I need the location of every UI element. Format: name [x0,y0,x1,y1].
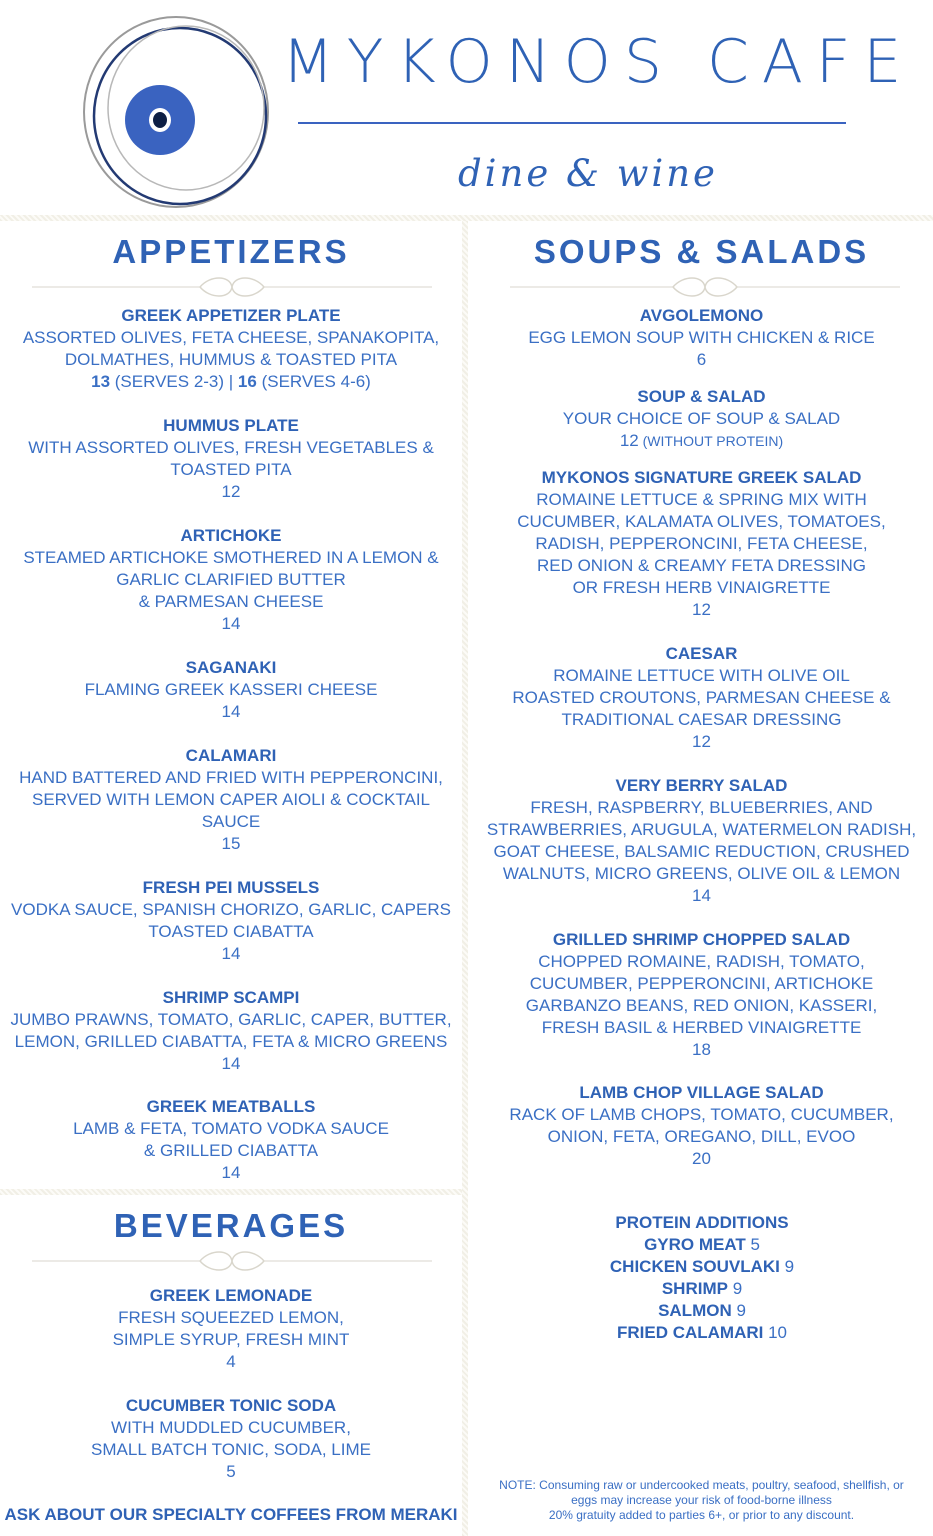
item-description: FLAMING GREEK KASSERI CHEESE [84,680,378,699]
item-description: WITH MUDDLED CUCUMBER, [111,1418,351,1437]
item-description: & PARMESAN CHEESE [138,592,324,611]
menu-item-mykonos-signature-greek-salad [470,467,933,621]
item-description: WITH ASSORTED OLIVES, FRESH VEGETABLES & [28,438,434,457]
item-description: RACK OF LAMB CHOPS, TOMATO, CUCUMBER, [509,1105,894,1124]
header-divider [298,122,846,124]
evil-eye-logo-icon [76,8,276,213]
item-description: EGG LEMON SOUP WITH CHICKEN & RICE [528,328,875,347]
item-price: 6 [696,350,707,369]
item-description: STRAWBERRIES, ARUGULA, WATERMELON RADISH, [486,820,917,839]
item-name: CUCUMBER TONIC SODA [125,1396,337,1415]
menu-item-lamb-chop-village-salad [470,1082,933,1170]
item-price: 13 (SERVES 2-3) | 16 (SERVES 4-6) [91,372,371,391]
note-line: NOTE: Consuming raw or undercooked meats, poultry, seafood, shellfish, or [499,1478,904,1492]
item-description: ROASTED CROUTONS, PARMESAN CHEESE & [512,688,891,707]
item-description: JUMBO PRAWNS, TOMATO, GARLIC, CAPER, BUTTER, [10,1010,452,1029]
item-name: CALAMARI [185,746,277,765]
item-description: STEAMED ARTICHOKE SMOTHERED IN A LEMON & [23,548,439,567]
item-description: ROMAINE LETTUCE WITH OLIVE OIL [553,666,850,685]
item-price: 14 [221,1163,241,1182]
menu-item-avgolemono [470,305,933,371]
item-name: ARTICHOKE [180,526,282,545]
menu-item-soup-and-salad [470,386,933,452]
item-price: 14 [221,944,241,963]
beverages-ornament-icon [32,1246,432,1276]
item-description: ROMAINE LETTUCE & SPRING MIX WITH [536,490,867,509]
item-name: HUMMUS PLATE [163,416,299,435]
menu-item-saganaki [0,657,462,723]
item-description: CHOPPED ROMAINE, RADISH, TOMATO, [538,952,865,971]
item-name: GREEK MEATBALLS [146,1097,316,1116]
menu-item-greek-appetizer-plate [0,305,462,393]
item-name: AVGOLEMONO [639,306,764,325]
menu-item-very-berry-salad [470,775,933,907]
menu-item-grilled-shrimp-chopped-salad [470,929,933,1061]
item-name: CAESAR [665,644,738,663]
protein-item: FRIED CALAMARI 10 [616,1323,788,1342]
item-description: GARBANZO BEANS, RED ONION, KASSERI, [525,996,878,1015]
item-description: CUCUMBER, KALAMATA OLIVES, TOMATOES, [517,512,886,531]
specialty-coffee-note: ASK ABOUT OUR SPECIALTY COFFEES FROM MERAKI [4,1505,458,1524]
item-price: 12 [692,600,711,619]
protein-additions-title: PROTEIN ADDITIONS [615,1213,789,1232]
item-price: 15 [221,834,241,853]
item-description: WALNUTS, MICRO GREENS, OLIVE OIL & LEMON [502,864,901,883]
item-price: 12 [692,732,711,751]
menu-item-greek-lemonade [0,1285,462,1373]
item-description: RED ONION & CREAMY FETA DRESSING [536,556,867,575]
item-name: FRESH PEI MUSSELS [142,878,320,897]
item-name: GRILLED SHRIMP CHOPPED SALAD [552,930,851,949]
note-line: eggs may increase your risk of food-borne illness [571,1493,832,1507]
item-name: GREEK LEMONADE [149,1286,313,1305]
item-description: SERVED WITH LEMON CAPER AIOLI & COCKTAIL [31,790,430,809]
column-divider-band [462,221,468,1536]
item-name: LAMB CHOP VILLAGE SALAD [579,1083,824,1102]
soups-salads-ornament-icon [510,272,900,302]
item-description: VODKA SAUCE, SPANISH CHORIZO, GARLIC, CAPERS [11,900,451,919]
item-description: YOUR CHOICE OF SOUP & SALAD [562,409,841,428]
soups-salads-title: SOUPS & SALADS [533,233,870,270]
item-price: 20 [692,1149,711,1168]
item-name: SHRIMP SCAMPI [162,988,300,1007]
item-description: & GRILLED CIABATTA [143,1141,319,1160]
menu-header [0,0,933,215]
tagline: dine & wine [458,152,718,195]
item-description: TRADITIONAL CAESAR DRESSING [561,710,842,729]
item-price: 5 [226,1462,236,1481]
item-price: 12 [221,482,241,501]
item-price: 4 [226,1352,236,1371]
item-description: GOAT CHEESE, BALSAMIC REDUCTION, CRUSHED [493,842,910,861]
item-price: 12 (WITHOUT PROTEIN) [619,431,784,450]
item-description: ONION, FETA, OREGANO, DILL, EVOO [547,1127,856,1146]
item-description: LEMON, GRILLED CIABATTA, FETA & MICRO GREENS [14,1032,448,1051]
note-line: 20% gratuity added to parties 6+, or prior to any discount. [548,1508,855,1522]
item-description: HAND BATTERED AND FRIED WITH PEPPERONCINI, [19,768,443,787]
item-description: FRESH, RASPBERRY, BLUEBERRIES, AND [530,798,873,817]
appetizers-ornament-icon [32,272,432,302]
protein-item: GYRO MEAT 5 [644,1235,760,1254]
item-description: DOLMATHES, HUMMUS & TOASTED PITA [64,350,398,369]
item-name: VERY BERRY SALAD [615,776,788,795]
item-description: SIMPLE SYRUP, FRESH MINT [112,1330,350,1349]
item-price: 14 [692,886,711,905]
item-description: FRESH SQUEEZED LEMON, [118,1308,344,1327]
protein-item: CHICKEN SOUVLAKI 9 [609,1257,795,1276]
menu-item-artichoke [0,525,462,635]
menu-item-caesar [470,643,933,753]
item-price: 14 [221,702,241,721]
item-price: 14 [221,1054,241,1073]
item-name: SOUP & SALAD [637,387,766,406]
protein-item: SHRIMP 9 [661,1279,743,1298]
item-description: OR FRESH HERB VINAIGRETTE [572,578,831,597]
item-name: MYKONOS SIGNATURE GREEK SALAD [541,468,862,487]
menu-item-calamari [0,745,462,855]
item-description: SAUCE [201,812,261,831]
item-description: ASSORTED OLIVES, FETA CHEESE, SPANAKOPITA, [22,328,440,347]
beverages-title: BEVERAGES [113,1207,349,1244]
item-description: RADISH, PEPPERONCINI, FETA CHEESE, [535,534,868,553]
item-description: LAMB & FETA, TOMATO VODKA SAUCE [73,1119,389,1138]
item-description: FRESH BASIL & HERBED VINAIGRETTE [541,1018,862,1037]
menu-item-cucumber-tonic-soda [0,1395,462,1483]
item-description: CUCUMBER, PEPPERONCINI, ARTICHOKE [529,974,874,993]
item-price: 18 [692,1040,711,1059]
item-description: SMALL BATCH TONIC, SODA, LIME [91,1440,371,1459]
item-description: GARLIC CLARIFIED BUTTER [116,570,346,589]
protein-additions [486,1212,918,1344]
item-name: GREEK APPETIZER PLATE [121,306,341,325]
beverages-divider-band [0,1189,462,1195]
item-price: 14 [221,614,241,633]
item-description: TOASTED CIABATTA [148,922,314,941]
health-and-gratuity-note [470,1478,933,1523]
appetizers-title: APPETIZERS [112,233,350,270]
menu-item-shrimp-scampi [0,987,462,1075]
menu-item-fresh-pei-mussels [0,877,462,965]
menu-item-hummus-plate [0,415,462,503]
menu-item-greek-meatballs [0,1096,462,1184]
item-description: TOASTED PITA [170,460,292,479]
protein-item: SALMON 9 [658,1301,746,1320]
item-name: SAGANAKI [185,658,277,677]
restaurant-name: MYKONOS CAFE [282,27,915,97]
